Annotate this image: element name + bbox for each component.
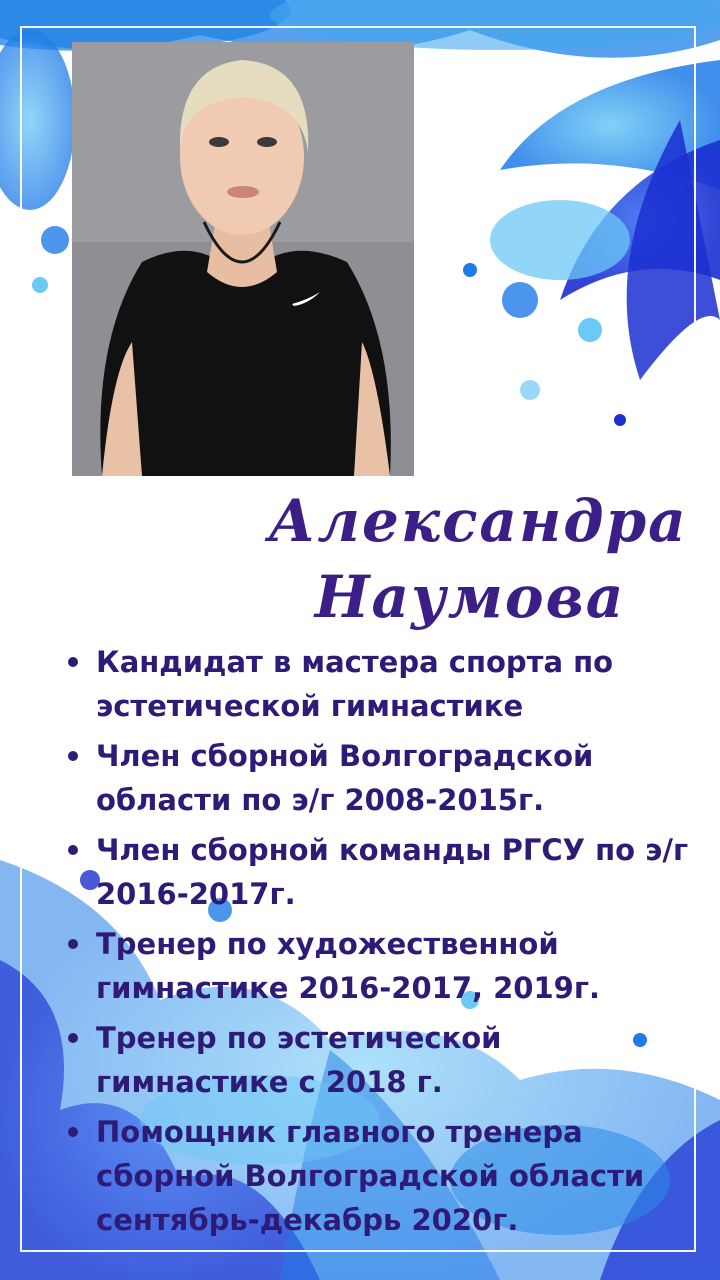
list-item: [62, 828, 702, 916]
achievement-text: Кандидат в мастера спорта по эстетической гимнастике: [96, 645, 614, 723]
bullet-icon: [68, 1033, 78, 1043]
list-item: [62, 922, 702, 1010]
bullet-icon: [68, 939, 78, 949]
last-name: Наумова: [314, 563, 626, 631]
bullet-icon: [68, 657, 78, 667]
bullet-icon: [68, 1127, 78, 1137]
list-item: [62, 1016, 702, 1104]
first-name: Александра: [268, 487, 688, 555]
bullet-icon: [68, 845, 78, 855]
achievement-text: Член сборной команды РГСУ по э/г 2016-2017г.: [96, 833, 689, 911]
list-item: [62, 1110, 702, 1242]
achievement-text: Тренер по художественной гимнастике 2016-2017, 2019г.: [96, 927, 601, 1005]
achievement-text: Помощник главного тренера сборной Волгоградской области сентябрь-декабрь 2020г.: [96, 1115, 645, 1237]
list-item: [62, 640, 702, 728]
list-item: [62, 734, 702, 822]
achievements-list: [62, 640, 702, 1248]
bullet-icon: [68, 751, 78, 761]
achievement-text: Тренер по эстетической гимнастике с 2018 г.: [96, 1021, 502, 1099]
achievement-text: Член сборной Волгоградской области по э/г 2008-2015г.: [96, 739, 594, 817]
portrait-illustration: [72, 42, 414, 476]
profile-photo: [72, 42, 414, 476]
